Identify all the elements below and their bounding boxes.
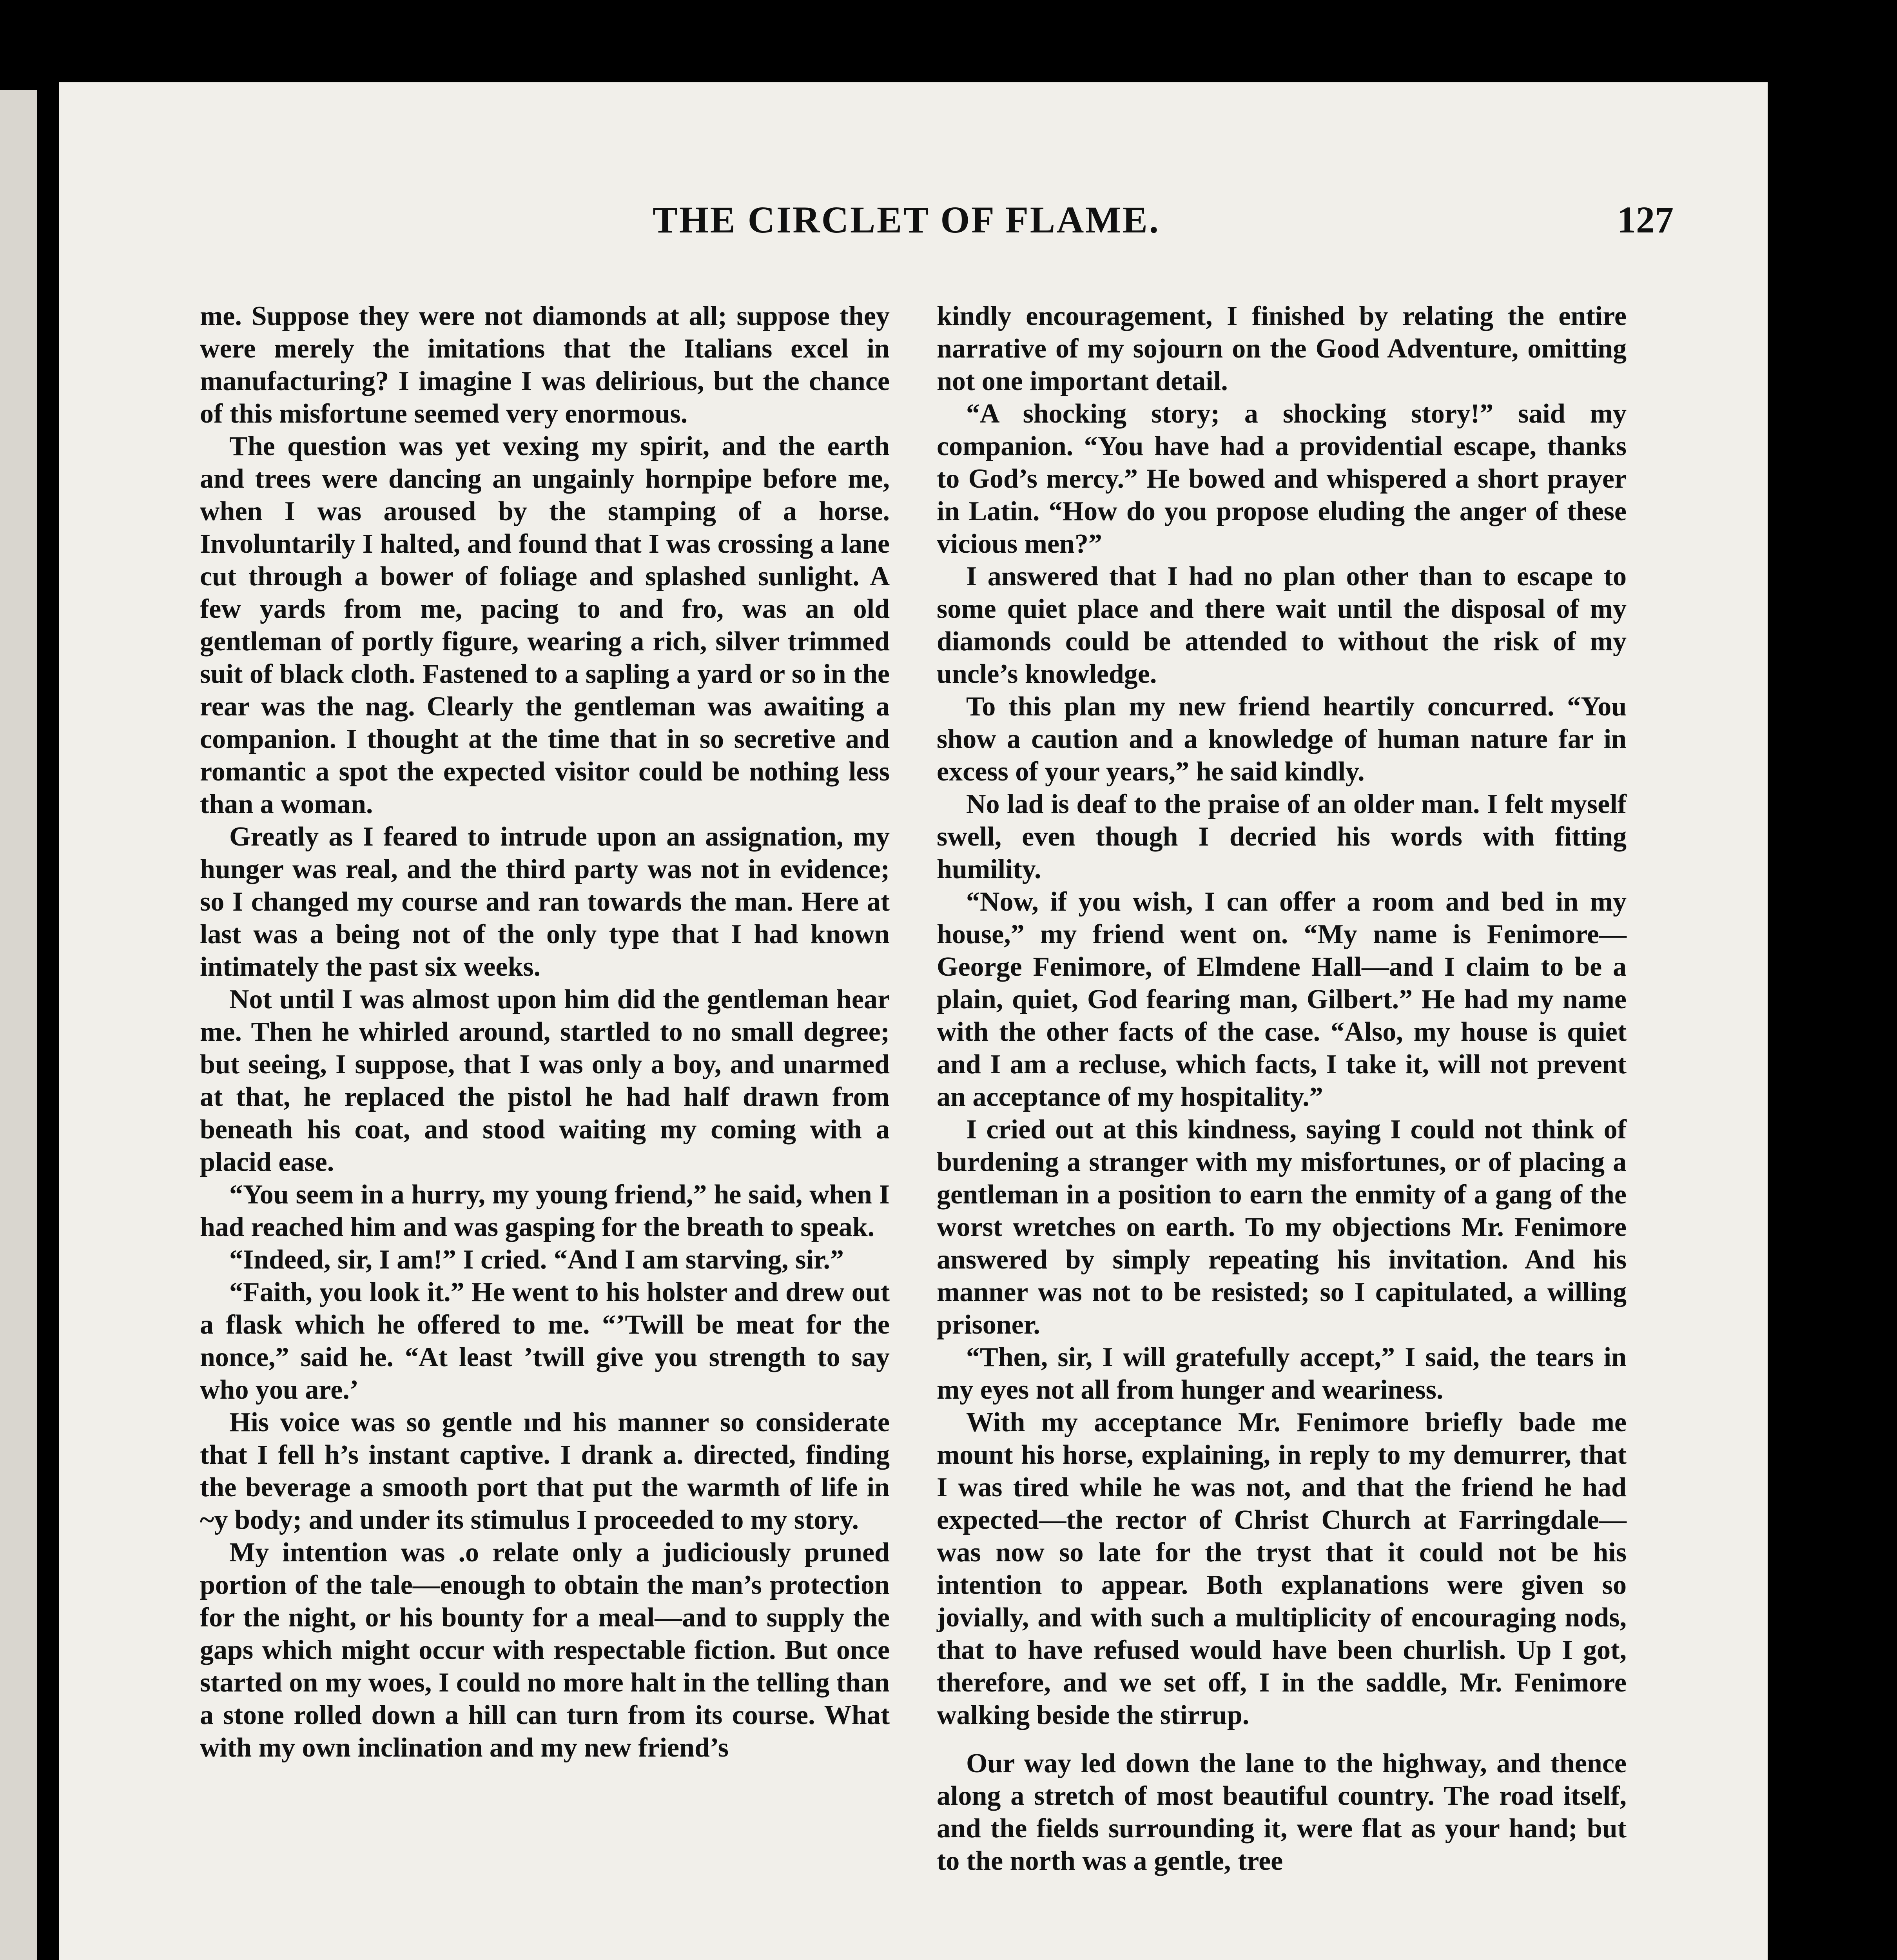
paragraph: “A shocking story; a shocking story!” said my companion. “You have had a providential escape, thanks to God’s mercy.” He bowed and whispered a short prayer in Latin. “How do you propose eluding the anger of these vicious men?” [937, 399, 1627, 559]
paragraph: me. Suppose they were not diamonds at all; suppose they were merely the imitations that the Italians excel in manufacturing? I imagine I was delirious, but the chance of this misfortune seemed very enormous. [200, 301, 890, 429]
paragraph: “You seem in a hurry, my young friend,” he said, when I had reached him and was gasping for the breath to speak. [200, 1180, 890, 1242]
paragraph: With my acceptance Mr. Fenimore briefly bade me mount his horse, explaining, in reply to my demurrer, that I was tired while he was not, and that the friend he had expected—the rector of Christ Church at Farringdale—was now so late for the tryst that it could not be his intention to appear. Both explanations were given so jovially, and with such a multiplicity of encouraging nods, that to have refused would have been churlish. Up I got, therefore, and we set off, I in the saddle, Mr. Fenimore walking beside the stirrup. [937, 1407, 1627, 1730]
paragraph: My intention was .o relate only a judiciously pruned portion of the tale—enough to obtain the man’s protection for the night, or his bounty for a meal—and to supply the gaps which might occur with respectable fiction. But once started on my woes, I could no more halt in the telling than a stone rolled down a hill can turn from its course. What with my own inclination and my new friend’s [200, 1537, 890, 1763]
text-column-right [937, 300, 1627, 1877]
paragraph: Greatly as I feared to intrude upon an assignation, my hunger was real, and the third party was not in evidence; so I changed my course and ran towards the man. Here at last was a being not of the only type that I had known intimately the past six weeks. [200, 822, 890, 982]
paragraph: “Faith, you look it.” He went to his holster and drew out a flask which he offered to me. “’Twill be meat for the nonce,” said he. “At least ’twill give you strength to say who you are.’ [200, 1277, 890, 1405]
paragraph: Not until I was almost upon him did the gentleman hear me. Then he whirled around, startled to no small degree; but seeing, I suppose, that I was only a boy, and unarmed at that, he replaced the pistol he had half drawn from beneath his coat, and stood waiting my coming with a placid ease. [200, 984, 890, 1177]
running-head [59, 198, 1768, 253]
paragraph: The question was yet vexing my spirit, and the earth and trees were dancing an ungainly hornpipe before me, when I was aroused by the stamping of a horse. Involuntarily I halted, and found that I was crossing a lane cut through a bower of foliage and splashed sunlight. A few yards from me, pacing to and fro, was an old gentleman of portly figure, wearing a rich, silver trimmed suit of black cloth. Fastened to a sapling a yard or so in the rear was the nag. Clearly the gentleman was awaiting a companion. I thought at the time that in so secretive and romantic a spot the expected visitor could be nothing less than a woman. [200, 431, 890, 819]
page-number: 127 [1617, 199, 1674, 241]
facing-page-edge [0, 90, 37, 1960]
paragraph: To this plan my new friend heartily concurred. “You show a caution and a knowledge of human nature far in excess of your years,” he said kindly. [937, 691, 1627, 787]
text-column-left [200, 300, 890, 1764]
book-page [59, 82, 1768, 1960]
paragraph: Our way led down the lane to the highway, and thence along a stretch of most beautiful country. The road itself, and the fields surrounding it, were flat as your hand; but to the north was a gentle, tree [937, 1748, 1627, 1876]
paragraph: No lad is deaf to the praise of an older man. I felt myself swell, even though I decried his words with fitting humility. [937, 789, 1627, 884]
paragraph: kindly encouragement, I finished by relating the entire narrative of my sojourn on the Good Adventure, omitting not one important detail. [937, 301, 1627, 396]
paragraph: I answered that I had no plan other than to escape to some quiet place and there wait until the disposal of my diamonds could be attended to without the risk of my uncle’s knowledge. [937, 561, 1627, 689]
paragraph: “Then, sir, I will gratefully accept,” I said, the tears in my eyes not all from hunger and weariness. [937, 1342, 1627, 1405]
paragraph: “Indeed, sir, I am!” I cried. “And I am starving, sir.” [229, 1245, 844, 1275]
paragraph: His voice was so gentle ınd his manner so considerate that I fell h’s instant captive. I drank a. directed, finding the beverage a smooth port that put the warmth of life in ~y body; and under its stimulus I proceeded to my story. [200, 1407, 890, 1535]
paragraph: “Now, if you wish, I can offer a room and bed in my house,” my friend went on. “My name is Fenimore—George Fenimore, of Elmdene Hall—and I claim to be a plain, quiet, God fearing man, Gilbert.” He had my name with the other facts of the case. “Also, my house is quiet and I am a recluse, which facts, I take it, will not prevent an acceptance of my hospitality.” [937, 887, 1627, 1112]
running-title: THE CIRCLET OF FLAME. [653, 199, 1160, 241]
paragraph: I cried out at this kindness, saying I could not think of burdening a stranger with my misfortunes, or of placing a gentleman in a position to earn the enmity of a gang of the worst wretches on earth. To my objections Mr. Fenimore answered by simply repeating his invitation. And his manner was not to be resisted; so I capitulated, a willing prisoner. [937, 1114, 1627, 1340]
